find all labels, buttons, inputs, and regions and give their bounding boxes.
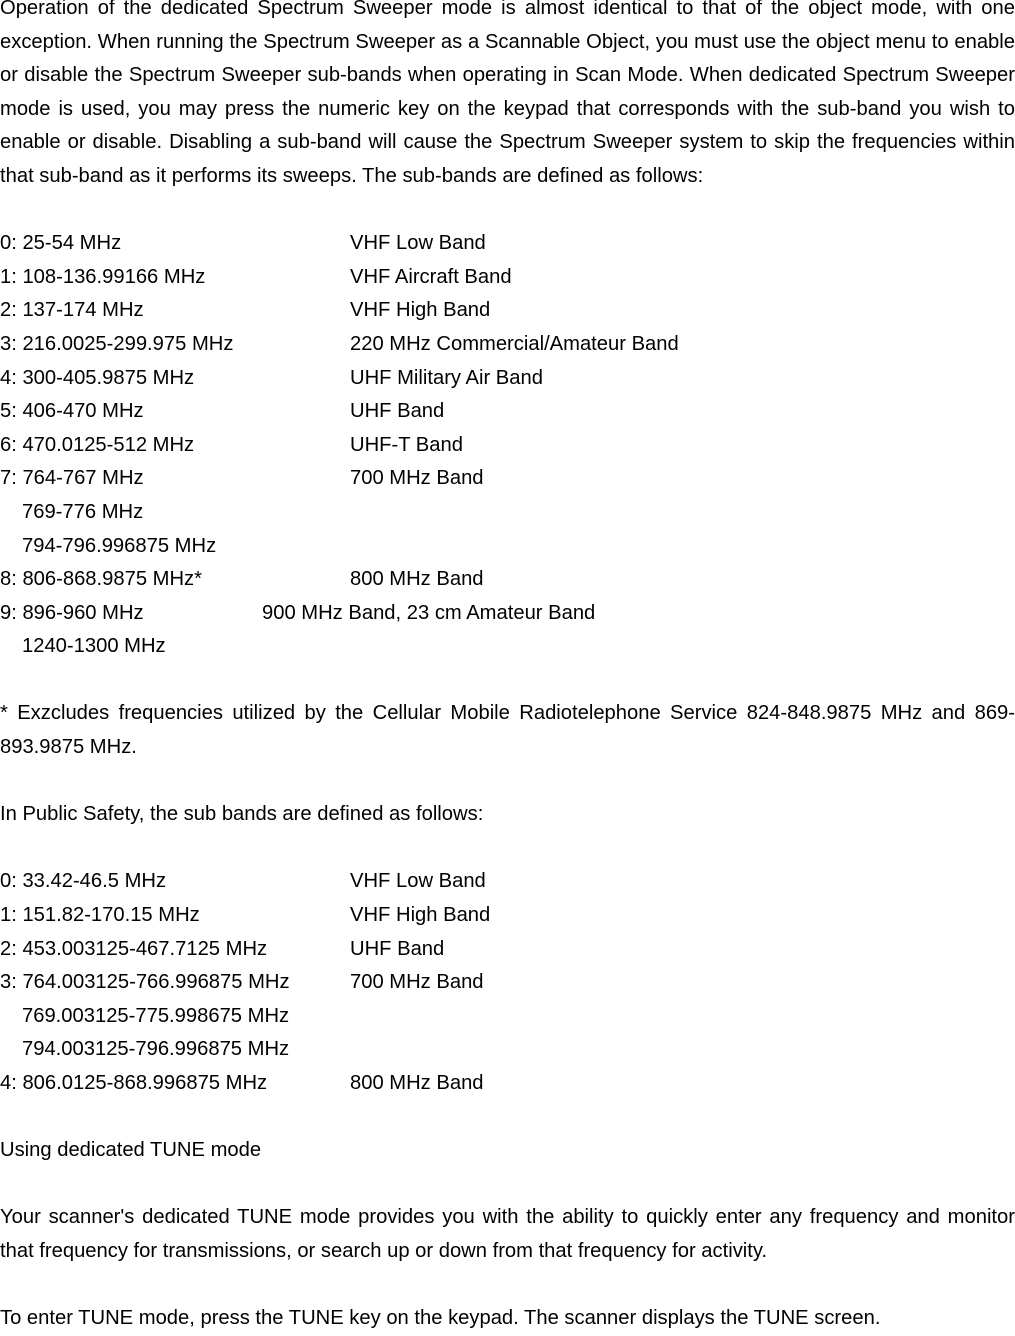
spacer — [0, 194, 1015, 228]
public-safety-frequency: 769.003125-775.998675 MHz — [22, 1004, 290, 1027]
public-safety-description: 700 MHz Band — [350, 971, 484, 994]
sub-band-frequency: 0: 25-54 MHz — [0, 232, 122, 255]
public-safety-band-row — [0, 1033, 1015, 1067]
sub-band-frequency: 769-776 MHz — [22, 500, 144, 523]
sub-band-description: UHF Band — [350, 400, 445, 423]
footnote-paragraph: * Exzcludes frequencies utilized by the Cellular Mobile Radiotelephone Service 824-848.9875 MHz and 869-893.9875 MHz. — [0, 702, 1015, 759]
public-safety-band-row — [0, 1000, 1015, 1034]
sub-band-row — [0, 294, 1015, 328]
public-safety-frequency: 3: 764.003125-766.996875 MHz — [0, 971, 290, 994]
public-safety-frequency: 0: 33.42-46.5 MHz — [0, 870, 167, 893]
public-safety-band-row — [0, 933, 1015, 967]
sub-band-description: VHF Aircraft Band — [350, 265, 512, 288]
sub-band-row — [0, 597, 1015, 631]
public-safety-band-row — [0, 865, 1015, 899]
sub-band-description: 800 MHz Band — [350, 568, 484, 591]
sub-band-row — [0, 630, 1015, 664]
spacer — [0, 1269, 1015, 1303]
tune-paragraph: Your scanner's dedicated TUNE mode provides you with the ability to quickly enter any frequency and monitor that frequency for transmissions, or search up or down from that frequency for activity. — [0, 1206, 1015, 1262]
sub-band-description: 700 MHz Band — [350, 467, 484, 490]
sub-band-row — [0, 362, 1015, 396]
public-safety-band-row — [0, 899, 1015, 933]
sub-band-frequency: 8: 806-868.9875 MHz* — [0, 568, 203, 591]
spacer — [0, 832, 1015, 866]
public-safety-frequency: 2: 453.003125-467.7125 MHz — [0, 937, 268, 960]
spacer — [0, 664, 1015, 698]
sub-band-row — [0, 563, 1015, 597]
public-safety-frequency: 4: 806.0125-868.996875 MHz — [0, 1072, 268, 1094]
sub-band-frequency: 6: 470.0125-512 MHz — [0, 433, 195, 456]
sub-band-description: VHF Low Band — [350, 232, 486, 255]
tune-heading: Using dedicated TUNE mode — [0, 1139, 262, 1162]
sub-band-frequency: 5: 406-470 MHz — [0, 400, 144, 423]
spacer — [0, 1101, 1015, 1135]
public-safety-description: UHF Band — [350, 937, 445, 960]
public-safety-band-list — [0, 865, 1015, 1100]
sub-band-description: 900 MHz Band, 23 cm Amateur Band — [262, 601, 596, 624]
public-safety-frequency: 794.003125-796.996875 MHz — [22, 1038, 290, 1061]
sub-band-frequency: 1: 108-136.99166 MHz — [0, 265, 206, 288]
spacer — [0, 1168, 1015, 1202]
sub-band-frequency: 9: 896-960 MHz — [0, 601, 144, 624]
sub-band-description: VHF High Band — [350, 299, 491, 322]
sub-band-row — [0, 429, 1015, 463]
spacer — [0, 765, 1015, 799]
sub-band-frequency: 7: 764-767 MHz — [0, 467, 144, 490]
tune-enter-instruction: To enter TUNE mode, press the TUNE key on the keypad. The scanner displays the TUNE screen. — [0, 1307, 881, 1330]
sub-band-row — [0, 496, 1015, 530]
public-safety-band-row — [0, 966, 1015, 1000]
sub-band-description: UHF Military Air Band — [350, 366, 543, 389]
public-safety-frequency: 1: 151.82-170.15 MHz — [0, 904, 200, 927]
sub-band-row — [0, 261, 1015, 295]
sub-band-row — [0, 328, 1015, 362]
sub-band-frequency: 794-796.996875 MHz — [22, 534, 217, 557]
public-safety-band-row — [0, 1067, 1015, 1101]
public-safety-description: VHF High Band — [350, 904, 491, 927]
sub-band-row — [0, 227, 1015, 261]
public-safety-description: 800 MHz Band — [350, 1072, 484, 1094]
sub-band-list — [0, 227, 1015, 664]
sub-band-description: 220 MHz Commercial/Amateur Band — [350, 332, 679, 355]
sub-band-description: UHF-T Band — [350, 433, 463, 456]
sub-band-frequency: 2: 137-174 MHz — [0, 299, 144, 322]
sub-band-row — [0, 530, 1015, 564]
sub-band-frequency: 4: 300-405.9875 MHz — [0, 366, 195, 389]
public-safety-description: VHF Low Band — [350, 870, 486, 893]
sub-band-frequency: 1240-1300 MHz — [22, 635, 166, 658]
sub-band-row — [0, 395, 1015, 429]
sub-band-frequency: 3: 216.0025-299.975 MHz — [0, 332, 234, 355]
intro-paragraph: Operation of the dedicated Spectrum Sweeper mode is almost identical to that of the object mode, with one exception. When running the Spectrum Sweeper as a Scannable Object, you must use the object menu to enable or disable the Spectrum Sweeper sub-bands when operating in Scan Mode. When dedicated Spectrum Sweeper mode is used, you may press the numeric key on the keypad that corresponds with the sub-band you wish to enable or disable. Disabling a sub-band will cause the Spectrum Sweeper system to skip the frequencies within that sub-band as it performs its sweeps. The sub-bands are defined as follows: — [0, 0, 1015, 187]
public-safety-intro: In Public Safety, the sub bands are defined as follows: — [0, 803, 484, 826]
sub-band-row — [0, 462, 1015, 496]
